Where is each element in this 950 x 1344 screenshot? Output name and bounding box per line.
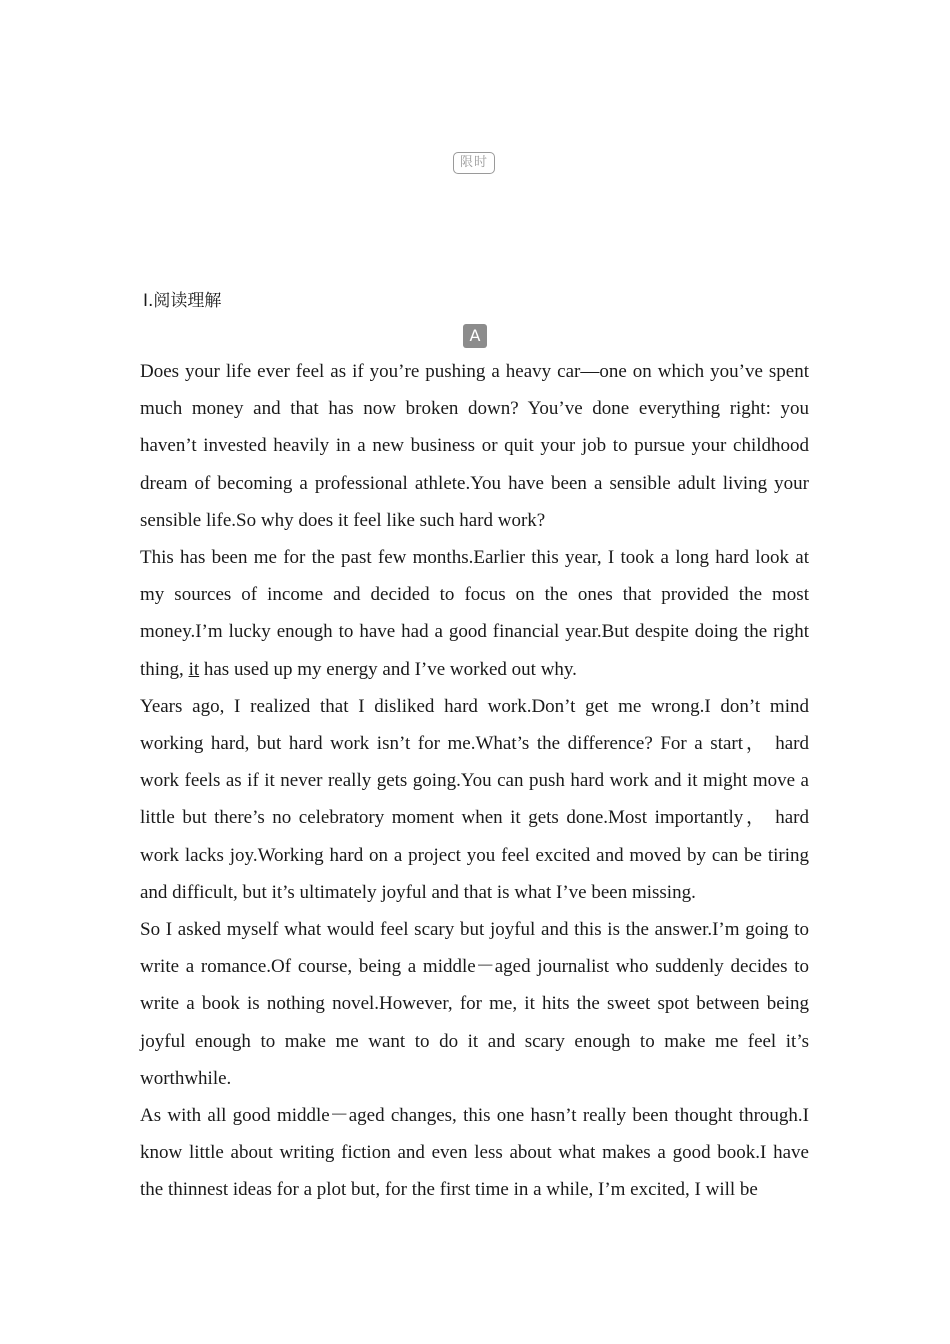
paragraph-2-text-before: This has been me for the past few months.Earlier this year, I took a long hard look at my sources of income and decided to focus on the ones that provided the most money.I’m lucky enough to have had a good financial year.But despite doing the right thing, (140, 547, 809, 680)
paragraph-5: As with all good middle－aged changes, this one hasn’t really been thought through.I know little about writing fiction and even less about what makes a good book.I have the thinnest ideas for a plot but, for the first time in a while, I’m excited, I will be (140, 1105, 809, 1201)
paragraph-2-text-after: has used up my energy and I’ve worked out why. (199, 658, 577, 680)
paragraph-4: So I asked myself what would feel scary but joyful and this is the answer.I’m going to write a romance.Of course, being a middle－aged journalist who suddenly decides to write a book is nothing novel.However, for me, it hits the sweet spot between being joyful enough to make me want to do it and scary enough to make me feel it’s worthwhile. (140, 919, 809, 1089)
paragraph-1: Does your life ever feel as if you’re pushing a heavy car—one on which you’ve spent much money and that has now broken down? You’ve done everything right: you haven’t invested heavily in a new business or quit your job to pursue your childhood dream of becoming a professional athlete.You have been a sensible adult living your sensible life.So why does it feel like such hard work? (140, 361, 809, 531)
time-limit-badge: 限时 (453, 152, 495, 174)
paragraph-2 (140, 539, 809, 688)
underlined-word: it (188, 658, 200, 680)
passage-label-badge: A (463, 324, 487, 348)
reading-passage (140, 353, 809, 1209)
paragraph-3: Years ago, I realized that I disliked hard work.Don’t get me wrong.I don’t mind working hard, but hard work isn’t for me.What’s the difference? For a start， hard work feels as if it never really gets going.You can push hard work and it might move a little but there’s no celebratory moment when it gets done.Most importantly， hard work lacks joy.Working hard on a project you feel excited and moved by can be tiring and difficult, but it’s ultimately joyful and that is what I’ve been missing. (140, 695, 809, 903)
section-title: Ⅰ.阅读理解 (143, 291, 222, 311)
